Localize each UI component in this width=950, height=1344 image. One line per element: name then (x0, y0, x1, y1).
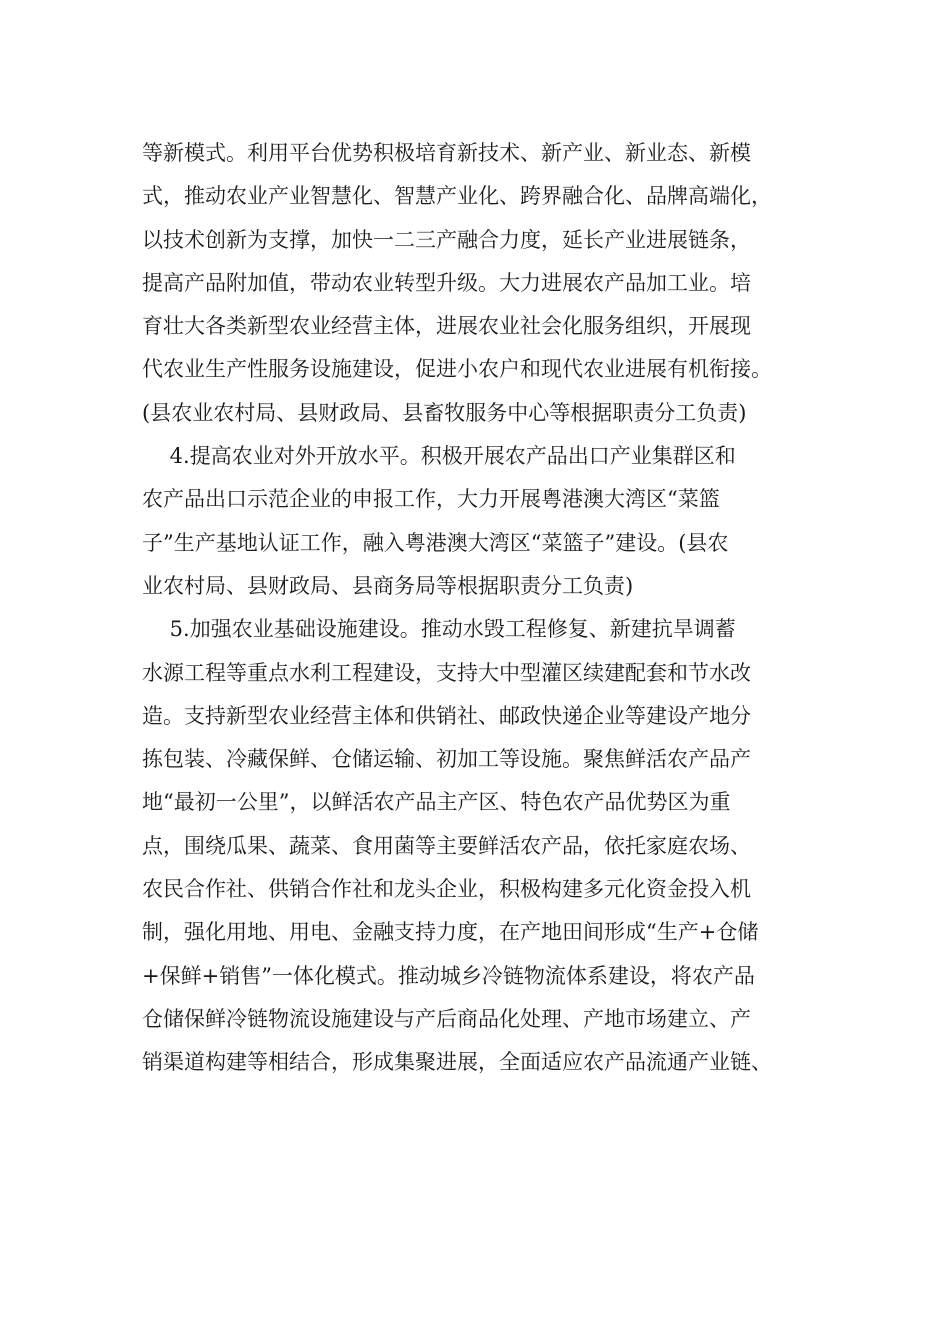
text-line: +保鲜+销售”一体化模式。推动城乡冷链物流体系建设，将农产品 (142, 963, 755, 988)
text-line: 5.加强农业基础设施建设。推动水毁工程修复、新建抗旱调蓄 (142, 617, 736, 642)
text-line: 仓储保鲜冷链物流设施建设与产后商品化处理、产地市场建立、产 (142, 1006, 751, 1031)
text-line: (县农业农村局、县财政局、县畜牧服务中心等根据职责分工负责) (142, 400, 747, 425)
text-line: 育壮大各类新型农业经营主体，进展农业社会化服务组织，开展现 (142, 314, 751, 339)
text-line: 代农业生产性服务设施建设，促进小农户和现代农业进展有机衔接。 (142, 357, 772, 382)
body-text (142, 132, 832, 1085)
text-line: 式，推动农业产业智慧化、智慧产业化、跨界融合化、品牌高端化， (142, 184, 772, 209)
text-line: 拣包装、冷藏保鲜、仓储运输、初加工等设施。聚焦鲜活农产品产 (142, 747, 751, 772)
text-line: 4.提高农业对外开放水平。积极开展农产品出口产业集群区和 (142, 444, 736, 469)
text-line: 水源工程等重点水利工程建设，支持大中型灌区续建配套和节水改 (142, 660, 751, 685)
text-line: 点，围绕瓜果、蔬菜、食用菌等主要鲜活农产品，依托家庭农场、 (142, 833, 751, 858)
text-line: 造。支持新型农业经营主体和供销社、邮政快递企业等建设产地分 (142, 703, 751, 728)
text-line: 提高产品附加值，带动农业转型升级。大力进展农产品加工业。培 (142, 270, 751, 295)
text-line: 业农村局、县财政局、县商务局等根据职责分工负责) (142, 573, 634, 598)
text-line: 农产品出口示范企业的申报工作，大力开展粤港澳大湾区“菜篮 (142, 487, 720, 512)
text-line: 子”生产基地认证工作，融入粤港澳大湾区“菜篮子”建设。(县农 (142, 530, 729, 555)
text-line: 农民合作社、供销合作社和龙头企业，积极构建多元化资金投入机 (142, 877, 751, 902)
text-line: 以技术创新为支撑，加快一二三产融合力度，延长产业进展链条， (142, 227, 751, 252)
text-line: 制，强化用地、用电、金融支持力度，在产地田间形成“生产+仓储 (142, 920, 759, 945)
text-line: 地“最初一公里”，以鲜活农产品主产区、特色农产品优势区为重 (142, 790, 731, 815)
text-line: 销渠道构建等相结合，形成集聚进展，全面适应农产品流通产业链、 (142, 1050, 772, 1075)
text-line: 等新模式。利用平台优势积极培育新技术、新产业、新业态、新模 (142, 141, 751, 165)
